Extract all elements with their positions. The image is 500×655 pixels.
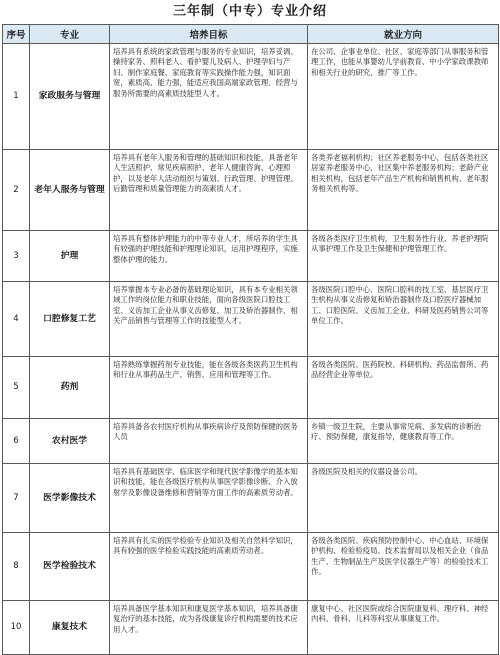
row-no: 3: [3, 231, 30, 282]
row-goal: 培养具备各农村医疗机构从事疾病诊疗及预防保健的医务人员: [110, 419, 308, 464]
table-row: [3, 231, 499, 282]
row-major: 家政服务与管理: [30, 44, 110, 150]
row-goal: 培养具有扎实的医学检验专业知识及相关自然科学知识，具有较强的医学检验实践技能的高素质劳动者。: [110, 533, 308, 601]
row-no: 8: [3, 533, 30, 601]
row-career: 乡镇一级卫生院，主要从事常见病、多发病的诊断治疗、预防保健，康复指导，健康教育等工作。: [308, 419, 499, 464]
table-header-row: [3, 25, 499, 44]
row-major: 药剂: [30, 357, 110, 419]
row-major: 医学影像技术: [30, 464, 110, 533]
row-major: 口腔修复工艺: [30, 282, 110, 357]
table-row: [3, 357, 499, 419]
row-no: 2: [3, 150, 30, 231]
row-career: 康复中心、社区医院或综合医院康复科、理疗科、神经内科、骨科、儿科等科室从事康复工作。: [308, 601, 499, 655]
row-no: 4: [3, 282, 30, 357]
row-career: 各级医院口腔中心、医院口腔科的技工室、基层医疗卫生机构从事义齿修复和矫治器制作及口腔医疗器械加工、口腔医院、义齿加工企业、科研及医药销售公司等单位工作。: [308, 282, 499, 357]
row-career: 各级医院及相关的仪器设备公司。: [308, 464, 499, 533]
header-major: 专业: [30, 25, 110, 44]
table-row: [3, 44, 499, 150]
header-goal: 培养目标: [110, 25, 308, 44]
row-career: 各类养老福利机构；社区养老服务中心，包括各类社区居家养老服务中心，社区集中养老服务机构；老龄产业相关机构，包括老年产品生产机构和销售机构、老年服务相关机构等。: [308, 150, 499, 231]
row-career: 各级各类医院、疾病预防控制中心、中心血站、环境保护机构、检验检疫局、技术监督局以及相关企业（食品生产、生物制品生产及医学仪器生产等）的检验技术工作。: [308, 533, 499, 601]
row-career: 在公司、企事业单位、社区、家庭等部门从事服务和管理工作，也能从事婴幼儿学前教育、中小学家政课教师和相关行业的研究、推广等工作。: [308, 44, 499, 150]
row-goal: 培养具有老年人服务和管理的基础知识和技能，具备老年人生活照护、常见疾病照护、老年人健康咨询、心理照护，以及老年人活动组织与策划、行政管理、护理管理、后勤管理和质量管理能力的高素质人才。: [110, 150, 308, 231]
table-row: [3, 419, 499, 464]
row-major: 老年人服务与管理: [30, 150, 110, 231]
row-goal: 培养具有整体护理能力的中等专业人才，所培养的学生具有较强的护理技能和护理理论知识，运用护理程序，实施整体护理的能力。: [110, 231, 308, 282]
row-goal: 培养具有系统的家政管理与服务的专业知识，培养妥调、操持家务、照料老人、看护婴儿及病人、护理孕妇与产妇、制作家庭餐、家庭教育等实践操作能力强，知识面宽，素质高、能力强，能适应我国高端家政管理、经营与服务所需要的高素质技能型人才。: [110, 44, 308, 150]
page-title: 三年制（中专）专业介绍: [172, 4, 327, 19]
row-goal: 培养掌握本专业必备的基础理论知识，具有本专业相关领域工作的岗位能力和职业技能，面向各级医院口腔技工室、义齿加工企业从事义齿修复、加工及矫治器制作、相关产品销售与管理等工作的技能型人才。: [110, 282, 308, 357]
row-no: 1: [3, 44, 30, 150]
row-goal: 培养具备医学基本知识和康复医学基本知识，培养具备康复治疗的基本技能，成为各级康复诊疗机构需要的技术应用人才。: [110, 601, 308, 655]
table-row: [3, 464, 499, 533]
row-no: 10: [3, 601, 30, 655]
header-no: 序号: [3, 25, 30, 44]
row-major: 医学检验技术: [30, 533, 110, 601]
row-no: 5: [3, 357, 30, 419]
table-row: [3, 282, 499, 357]
row-no: 6: [3, 419, 30, 464]
table-row: [3, 601, 499, 655]
row-goal: 培养熟练掌握药剂专业技能，能在各级各类医药卫生机构和行业从事药品生产、销售、应用和管理等工作。: [110, 357, 308, 419]
row-career: 各级各类医院、医药院校、科研机构、药品监督所、药品经营企业等单位。: [308, 357, 499, 419]
table-row: [3, 533, 499, 601]
row-major: 护理: [30, 231, 110, 282]
row-goal: 培养具有基础医学、临床医学和现代医学影像学的基本知识和技能，能在各级医疗机构从事医学影像诊断、介入放射学及影像设备维修和营销等方面工作的高素质劳动者。: [110, 464, 308, 533]
table-row: [3, 150, 499, 231]
row-major: 康复技术: [30, 601, 110, 655]
header-career: 就业方向: [308, 25, 499, 44]
row-major: 农村医学: [30, 419, 110, 464]
row-career: 各级各类医疗卫生机构，卫生服务性行业、养老护理院从事护理工作及卫生保健和护理管理工作。: [308, 231, 499, 282]
row-no: 7: [3, 464, 30, 533]
major-table: [2, 24, 499, 655]
